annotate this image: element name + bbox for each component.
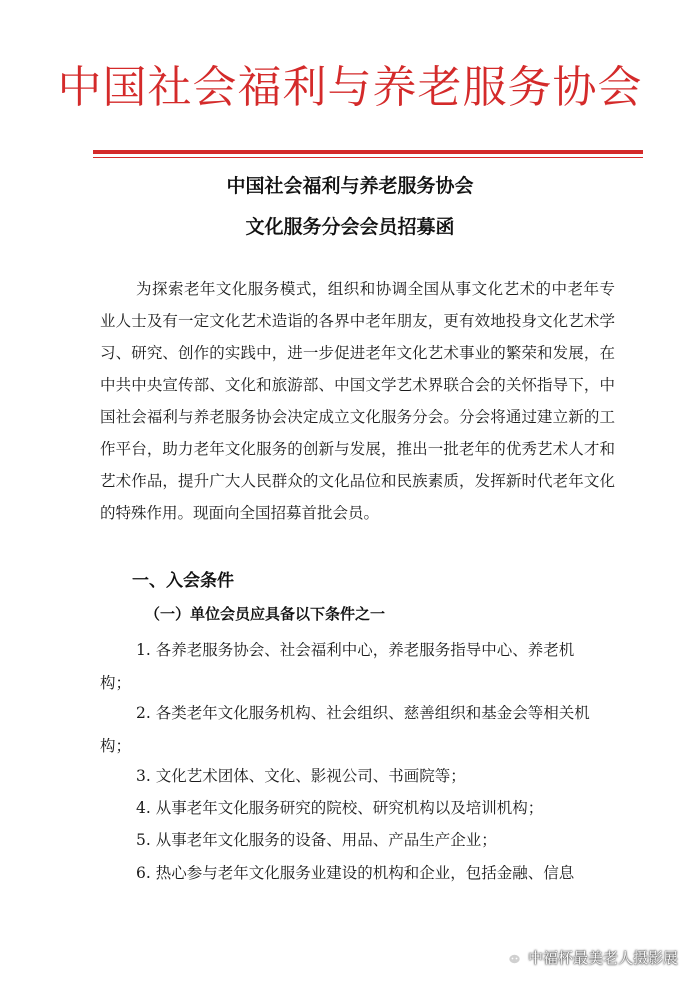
condition-item-2: 2. 各类老年文化服务机构、社会组织、慈善组织和基金会等相关机构； (100, 704, 590, 755)
wechat-watermark (500, 945, 678, 969)
document-title-line2: 文化服务分会会员招募函 (245, 216, 455, 238)
condition-item-5: 5. 从事老年文化服务的设备、用品、产品生产企业； (136, 831, 497, 849)
letterhead-rule-thick (93, 150, 643, 154)
condition-item-1: 1. 各养老服务协会、社会福利中心，养老服务指导中心、养老机构； (100, 641, 575, 692)
watermark-text: 中福杯最美老人摄影展 (527, 948, 678, 967)
section-heading-membership-conditions: 一、入会条件 (132, 571, 234, 591)
intro-paragraph: 为探索老年文化服务模式，组织和协调全国从事文化艺术的中老年专业人士及有一定文化艺术造诣的各界中老年朋友，更有效地投身文化艺术学习、研究、创作的实践中，进一步促进老年文化艺术事业的繁荣和发展，在中共中央宣传部、文化和旅游部、中国文学艺术界联合会的关怀指导下，中国社会福利与养老服务协会决定成立文化服务分会。分会将通过建立新的工作平台，助力老年文化服务的创新与发展，推出一批老年的优秀艺术人才和艺术作品，提升广大人民群众的文化品位和民族素质，发挥新时代老年文化的特殊作用。现面向全国招募首批会员。 (100, 280, 615, 522)
condition-item-3: 3. 文化艺术团体、文化、影视公司、书画院等； (136, 767, 466, 785)
subsection-heading-unit-members: （一）单位会员应具备以下条件之一 (145, 605, 386, 623)
intro-body (100, 273, 615, 529)
letterhead-title: 中国社会福利与养老服务协会 (57, 62, 643, 113)
wechat-icon (500, 947, 522, 967)
condition-item-6: 6. 热心参与老年文化服务业建设的机构和企业，包括金融、信息 (136, 864, 575, 882)
document-title-line1: 中国社会福利与养老服务协会 (226, 175, 474, 197)
condition-item-4: 4. 从事老年文化服务研究的院校、研究机构以及培训机构； (136, 799, 544, 817)
letterhead-rule-thin (93, 157, 643, 158)
